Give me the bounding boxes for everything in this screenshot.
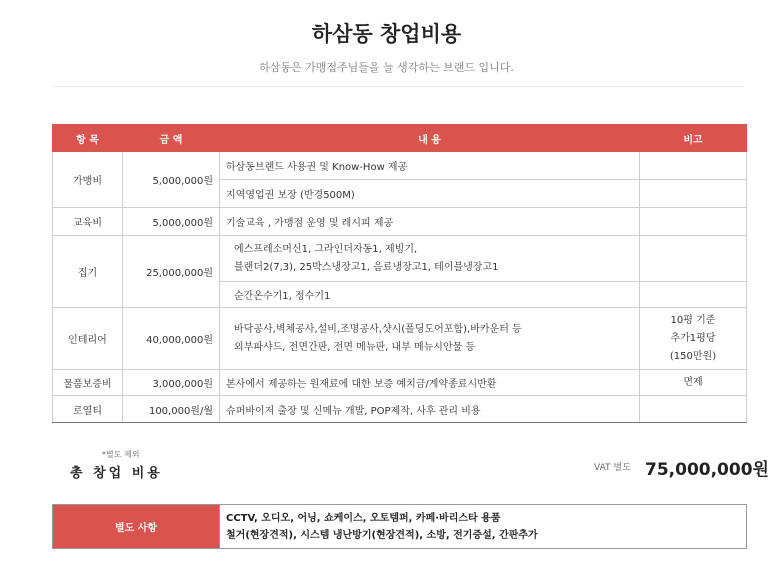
row-item: 집기 <box>53 236 123 308</box>
row-content <box>220 236 640 282</box>
row-item: 가맹비 <box>53 152 123 208</box>
row-content: 지역영업권 보장 (반경500M) <box>220 180 640 208</box>
table-row <box>53 396 747 423</box>
row-content: 본사에서 제공하는 원재료에 대한 보증 예치금/계약종료시반환 <box>220 370 640 396</box>
extra-line: CCTV, 오디오, 어닝, 쇼케이스, 오토템퍼, 카페·바리스타 용품 <box>226 512 501 524</box>
row-content: 기술교육 , 가맹점 운영 및 레시피 제공 <box>220 208 640 236</box>
table-row <box>53 152 747 180</box>
row-item: 물품보증비 <box>53 370 123 396</box>
content-line: 바닥공사,벽체공사,설비,조명공사,샷시(폴딩도어포함),바카운터 등 <box>234 323 522 335</box>
row-note <box>640 396 747 423</box>
row-content: 순간온수기1, 정수기1 <box>220 282 640 308</box>
row-note <box>640 282 747 308</box>
row-note <box>640 208 747 236</box>
row-note <box>640 180 747 208</box>
table-row <box>53 308 747 370</box>
page-title: 하삼동 창업비용 <box>311 22 462 46</box>
row-note <box>640 308 747 370</box>
table-row <box>53 208 747 236</box>
row-content <box>220 308 640 370</box>
row-note <box>640 152 747 180</box>
total-cost-value: 75,000,000원 <box>645 460 769 480</box>
table-header-row <box>53 125 747 152</box>
extra-items-content <box>220 505 747 549</box>
extra-items-table <box>52 504 747 549</box>
row-content: 슈퍼바이저 출장 및 신메뉴 개발, POP제작, 사후 관리 비용 <box>220 396 640 423</box>
row-amount: 5,000,000원 <box>123 152 220 208</box>
content-line: 에스프레소머신1, 그라인더자동1, 제빙기, <box>234 243 418 255</box>
table-row <box>53 236 747 282</box>
content-line: 블랜더2(7,3), 25박스냉장고1, 음료냉장고1, 테이블냉장고1 <box>234 261 499 273</box>
column-header-note: 비고 <box>640 125 747 152</box>
content-line: 외부파샤드, 전면간판, 전면 메뉴판, 내부 메뉴시안물 등 <box>234 341 476 353</box>
table-row <box>53 370 747 396</box>
row-amount: 100,000원/월 <box>123 396 220 423</box>
vat-note: VAT 별도 <box>594 463 631 473</box>
row-item: 로열티 <box>53 396 123 423</box>
page-subtitle: 하삼동은 가맹점주님들을 늘 생각하는 브랜드 입니다. <box>259 61 514 74</box>
cost-table <box>52 124 747 423</box>
extra-line: 철거(현장견적), 시스템 냉난방기(현장견적), 소방, 전기증설, 간판추가 <box>226 529 538 541</box>
note-line: 추가1평당 <box>670 332 716 344</box>
row-item: 인테리어 <box>53 308 123 370</box>
row-item: 교육비 <box>53 208 123 236</box>
note-line: (150만원) <box>669 350 717 362</box>
column-header-amount: 금 액 <box>123 125 220 152</box>
column-header-item: 항 목 <box>53 125 123 152</box>
header-divider <box>52 86 745 87</box>
exclusion-note: *별도 제외 <box>102 450 140 459</box>
note-line: 10평 기준 <box>670 314 716 326</box>
row-amount: 5,000,000원 <box>123 208 220 236</box>
row-note <box>640 236 747 282</box>
total-cost-label: 총 창업 비용 <box>70 466 163 481</box>
row-amount: 3,000,000원 <box>123 370 220 396</box>
row-amount: 25,000,000원 <box>123 236 220 308</box>
row-content: 하삼동브랜드 사용권 및 Know-How 제공 <box>220 152 640 180</box>
extra-row <box>53 505 747 549</box>
row-note: 면제 <box>640 370 747 396</box>
row-amount: 40,000,000원 <box>123 308 220 370</box>
column-header-content: 내 용 <box>220 125 640 152</box>
extra-items-label: 별도 사항 <box>53 505 220 549</box>
